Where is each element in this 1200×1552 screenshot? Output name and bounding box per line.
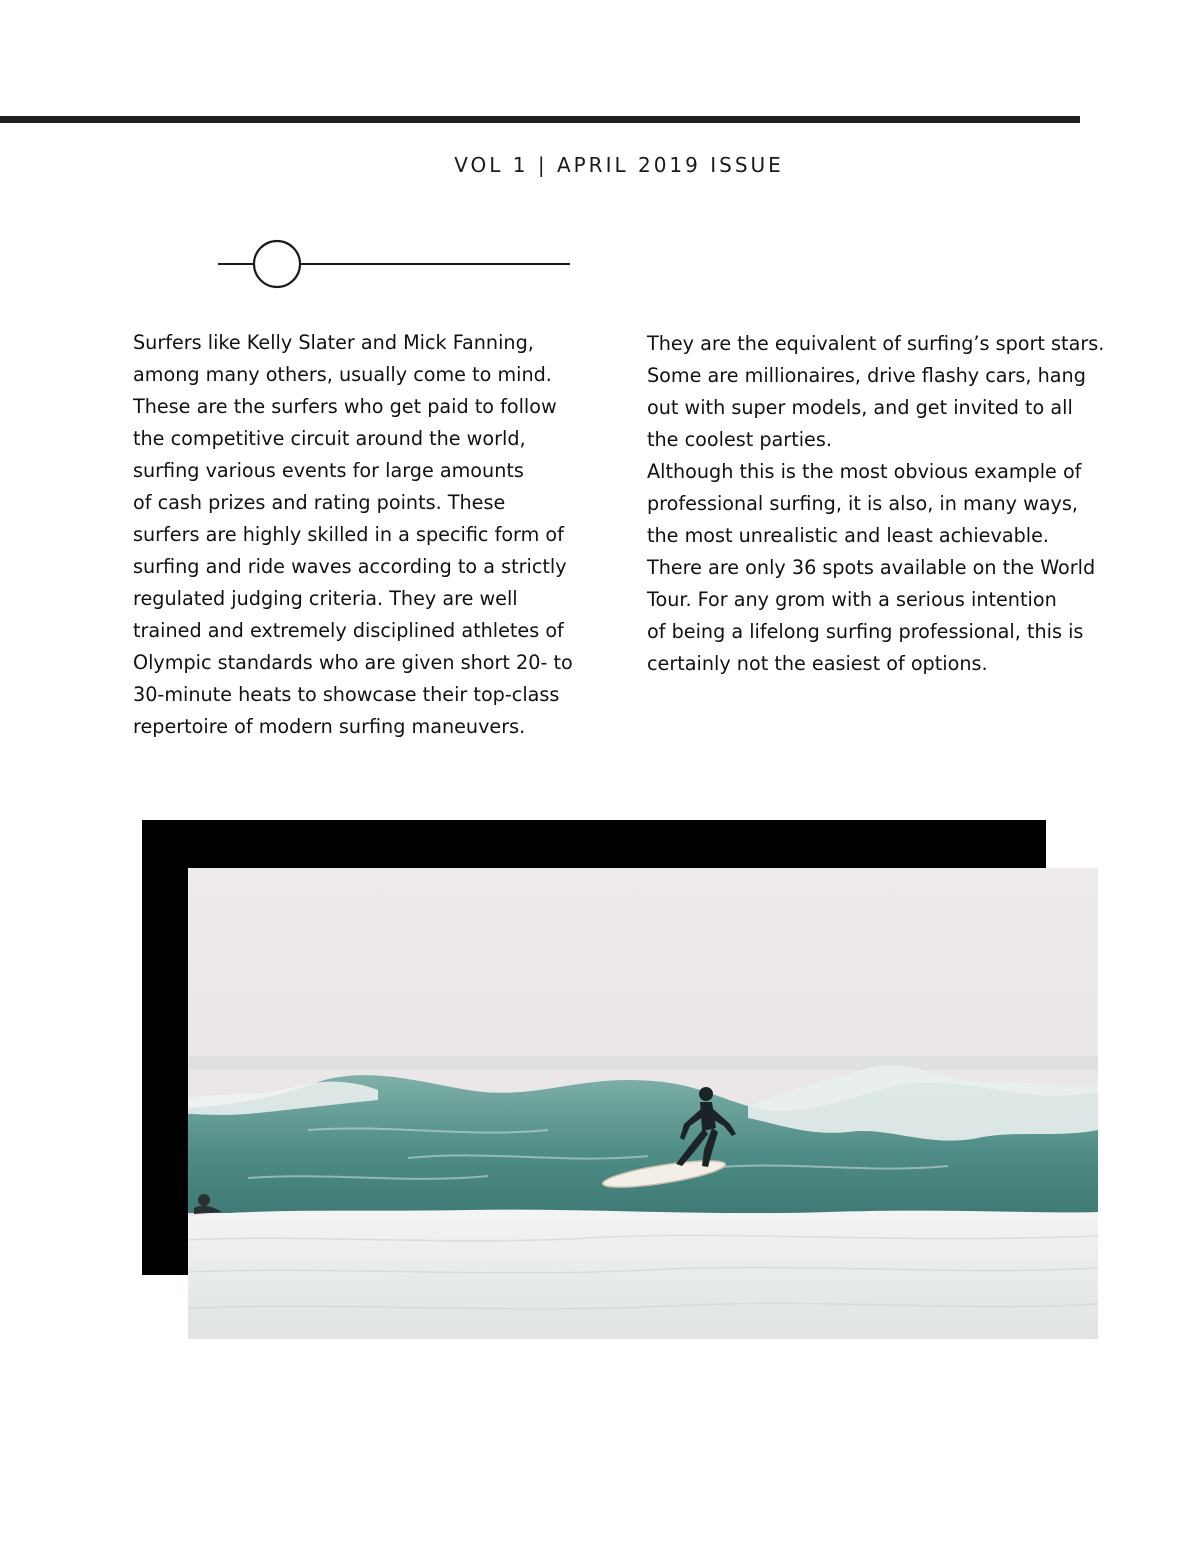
surf-photo [188,868,1098,1339]
horizon [188,1056,1098,1070]
article-column-left: Surfers like Kelly Slater and Mick Fanning, among many others, usually come to mind. These are the surfers who get paid to follow the competitive circuit around the world, surfing various events for large amounts of cash prizes and rating points. These surfers are highly skilled in a specific form of surfing and ride waves according to a strictly regulated judging criteria. They are well trained and extremely disciplined athletes of Olympic standards who are given short 20- to 30-minute heats to showcase their top-class repertoire of modern surfing maneuvers. [133,331,573,738]
issue-line: VOL 1 | APRIL 2019 ISSUE [454,153,784,177]
top-rule [0,116,1080,123]
surfer-wave-illustration [188,868,1098,1339]
whitewater [188,1210,1098,1339]
circle-line-ornament-icon [218,238,572,290]
article-column-right: They are the equivalent of surfing’s sport stars. Some are millionaires, drive flashy cars, hang out with super models, and get invited to all the coolest parties. Although this is the most obvious example of professional surfing, it is also, in many ways, the most unrealistic and least achievable. There are only 36 spots available on the World Tour. For any grom with a serious intention of being a lifelong surfing professional, this is certainly not the easiest of options. [647,332,1105,675]
